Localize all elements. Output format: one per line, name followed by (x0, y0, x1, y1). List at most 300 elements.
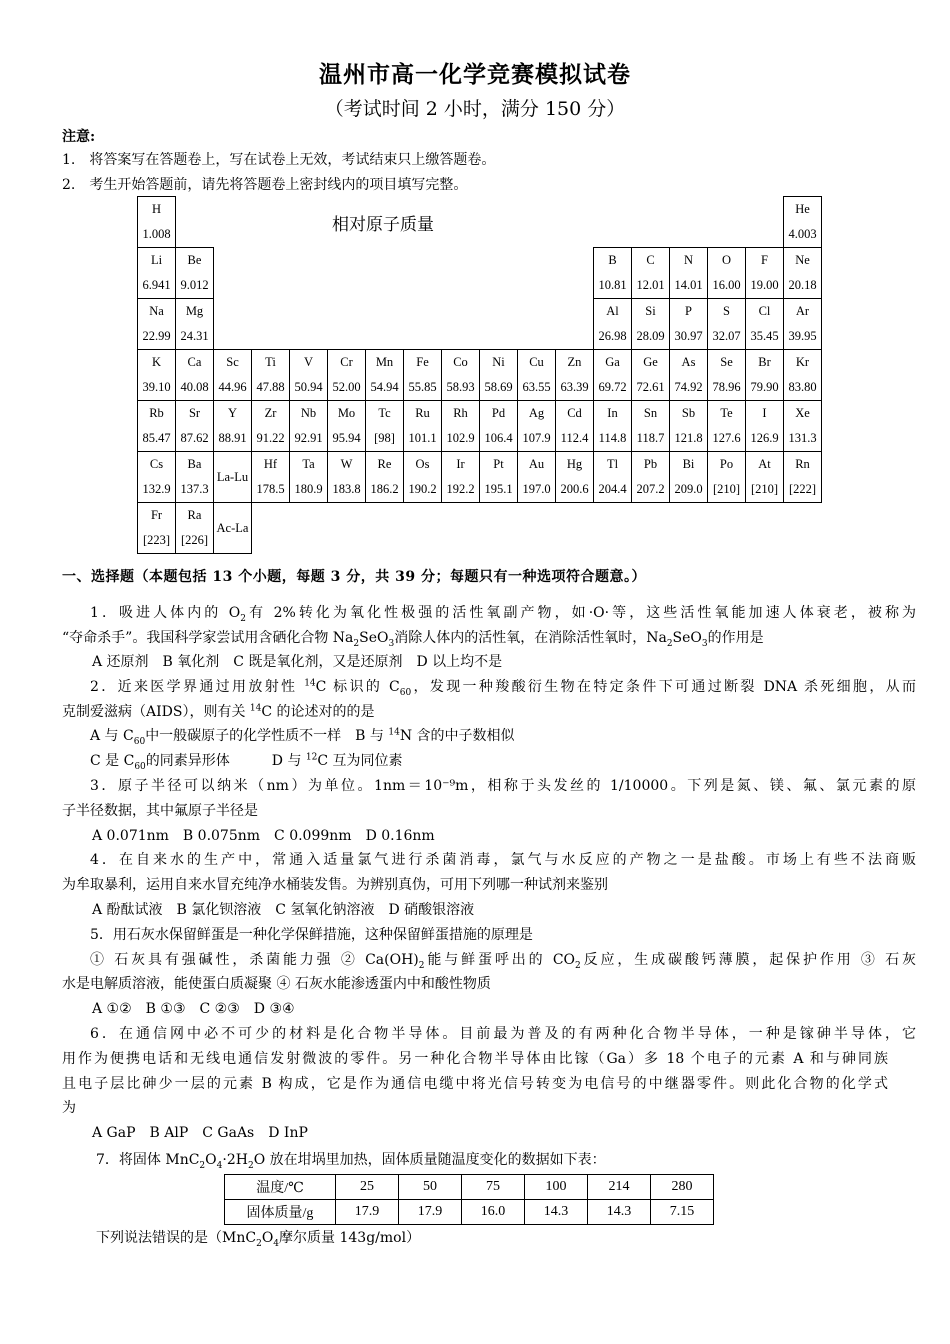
temperature-mass-table (224, 1174, 714, 1225)
element-mass: 28.09 (636, 329, 665, 343)
element-cell (252, 350, 290, 401)
element-mass: 195.1 (484, 482, 513, 496)
empty-cell (594, 503, 632, 554)
element-cell (708, 248, 746, 299)
element-mass: 186.2 (370, 482, 399, 496)
element-cell (138, 452, 176, 503)
element-mass: 50.94 (294, 380, 323, 394)
element-symbol: Ca (187, 355, 202, 369)
element-mass: 137.3 (180, 482, 209, 496)
table-header-cell: 214 (588, 1175, 651, 1200)
element-symbol: Cr (340, 355, 353, 369)
element-cell (784, 452, 822, 503)
element-mass: 78.96 (712, 380, 741, 394)
element-mass: 1.008 (142, 227, 171, 241)
element-cell (290, 350, 328, 401)
empty-cell (518, 503, 556, 554)
element-cell (518, 350, 556, 401)
section-heading: 一、选择题（本题包括 13 个小题，每题 3 分，共 39 分；每题只有一种选项符合题意。） (62, 569, 646, 585)
element-symbol: Mn (375, 355, 394, 369)
empty-cell (518, 299, 556, 350)
element-cell (518, 401, 556, 452)
element-symbol: Au (528, 457, 545, 471)
element-symbol: Ru (415, 406, 430, 420)
empty-cell (518, 248, 556, 299)
table-cell: 7.15 (651, 1200, 714, 1225)
element-symbol: Li (150, 253, 163, 267)
element-cell (138, 401, 176, 452)
element-mass: 9.012 (180, 278, 209, 292)
empty-cell (480, 503, 518, 554)
element-symbol: W (340, 457, 353, 471)
element-mass: 183.8 (332, 482, 361, 496)
element-mass: 35.45 (750, 329, 779, 343)
periodic-table-row (138, 401, 822, 452)
element-symbol: Al (606, 304, 619, 318)
element-cell (594, 452, 632, 503)
empty-cell (442, 197, 480, 248)
element-cell (176, 299, 214, 350)
periodic-table-row (138, 350, 822, 401)
element-cell (214, 401, 252, 452)
element-mass: 85.47 (142, 431, 171, 445)
element-cell (632, 299, 670, 350)
element-symbol: Mg (185, 304, 204, 318)
element-mass: [226] (180, 533, 209, 547)
element-symbol: Y (227, 406, 238, 420)
element-cell (214, 503, 252, 554)
question-2-text: 克制爱滋病（AIDS），则有关 $^{14}$C 的论述对的的是 (62, 703, 375, 720)
empty-cell (480, 299, 518, 350)
element-mass: 101.1 (408, 431, 437, 445)
notice-heading: 注意: (62, 129, 96, 145)
element-symbol: Ba (187, 457, 202, 471)
element-cell (746, 401, 784, 452)
element-cell (214, 452, 252, 503)
element-mass: 6.941 (142, 278, 171, 292)
element-mass: [98] (374, 431, 395, 445)
element-mass: 132.9 (142, 482, 171, 496)
empty-cell (518, 197, 556, 248)
question-6-options: A GaP B AlP C GaAs D InP (92, 1125, 308, 1141)
notice-item: 1. 将答案写在答题卷上，写在试卷上无效，考试结束只上缴答题卷。 (62, 152, 496, 168)
question-1-options: A 还原剂 B 氧化剂 C 既是氧化剂，又是还原剂 D 以上均不是 (92, 654, 503, 670)
element-mass: [210] (750, 482, 779, 496)
empty-cell (746, 503, 784, 554)
table-cell: 17.9 (399, 1200, 462, 1225)
question-3-text: 3．原子半径可以纳米（nm）为单位。1nm＝10⁻⁹m，相称于头发丝的 1/10000。下列是氮、镁、氟、氯元素的原 (90, 778, 916, 794)
element-mass: 32.07 (712, 329, 741, 343)
empty-cell (214, 197, 252, 248)
table-header-cell: 25 (336, 1175, 399, 1200)
table-header-cell: 50 (399, 1175, 462, 1200)
element-symbol: Ac-La (216, 520, 249, 535)
element-symbol: Pt (493, 457, 504, 471)
element-cell (746, 452, 784, 503)
superoxide-symbol: ·O· (588, 605, 610, 621)
element-symbol: In (607, 406, 618, 420)
periodic-table (137, 196, 822, 554)
table-cell: 14.3 (588, 1200, 651, 1225)
element-symbol: Sc (226, 355, 239, 369)
element-symbol: Re (377, 457, 392, 471)
element-symbol: Rh (453, 406, 468, 420)
element-cell (138, 299, 176, 350)
element-cell (670, 401, 708, 452)
element-cell (480, 452, 518, 503)
element-symbol: B (608, 253, 617, 267)
element-mass: 14.01 (674, 278, 703, 292)
table-row (225, 1175, 714, 1200)
table-cell: 固体质量/g (225, 1200, 336, 1225)
element-cell (366, 350, 404, 401)
element-cell (670, 248, 708, 299)
empty-cell (632, 197, 670, 248)
empty-cell (556, 197, 594, 248)
empty-cell (328, 503, 366, 554)
element-mass: 40.08 (180, 380, 209, 394)
element-mass: 180.9 (294, 482, 323, 496)
element-symbol: Se (720, 355, 733, 369)
empty-cell (480, 248, 518, 299)
periodic-table-row (138, 299, 822, 350)
element-mass: 192.2 (446, 482, 475, 496)
element-symbol: Ga (605, 355, 620, 369)
element-symbol: Be (187, 253, 202, 267)
element-mass: 131.3 (788, 431, 817, 445)
element-symbol: Ta (302, 457, 315, 471)
element-mass: 200.6 (560, 482, 589, 496)
empty-cell (404, 299, 442, 350)
element-mass: 83.80 (788, 380, 817, 394)
element-mass: 190.2 (408, 482, 437, 496)
element-cell (784, 401, 822, 452)
element-symbol: Ne (795, 253, 810, 267)
question-6-text: 用作为便携电话和无线电通信发射微波的零件。另一种化合物半导体由比镓（Ga）多 18 个电子的元素 A 和与砷同族 (62, 1051, 888, 1067)
element-symbol: Zn (567, 355, 582, 369)
element-cell (670, 299, 708, 350)
empty-cell (708, 197, 746, 248)
element-symbol: Zr (264, 406, 277, 420)
element-symbol: P (685, 304, 692, 318)
element-cell (784, 299, 822, 350)
question-3-options: A 0.071nm B 0.075nm C 0.099nm D 0.16nm (92, 828, 435, 844)
element-mass: 63.39 (560, 380, 589, 394)
element-mass: 69.72 (598, 380, 627, 394)
element-cell (176, 248, 214, 299)
question-7-prompt: 下列说法错误的是（$MnC_2O_4$摩尔质量 143g/mol） (96, 1230, 421, 1249)
element-symbol: Rb (149, 406, 164, 420)
question-5-text: ① 石灰具有强碱性，杀菌能力强 ② $Ca(OH)_2$能与鲜蛋呼出的 $CO_2$反应，生成碳酸钙薄膜，起保护作用 ③ 石灰 (90, 952, 917, 971)
element-cell (480, 401, 518, 452)
element-mass: 107.9 (522, 431, 551, 445)
element-cell (708, 350, 746, 401)
element-symbol: S (723, 304, 730, 318)
element-symbol: Ra (187, 508, 202, 522)
empty-cell (214, 248, 252, 299)
empty-cell (632, 503, 670, 554)
question-6-text: 且电子层比砷少一层的元素 B 构成，它是作为通信电缆中将光信号转变为电信号的中继器零件。则此化合物的化学式 (62, 1076, 888, 1092)
element-mass: 10.81 (598, 278, 627, 292)
empty-cell (670, 197, 708, 248)
element-symbol: C (646, 253, 655, 267)
element-symbol: Ar (795, 304, 810, 318)
element-symbol: Co (453, 355, 468, 369)
element-symbol: Os (415, 457, 430, 471)
element-symbol: K (151, 355, 162, 369)
element-cell (746, 248, 784, 299)
element-cell (290, 452, 328, 503)
empty-cell (214, 299, 252, 350)
element-cell (252, 452, 290, 503)
empty-cell (708, 503, 746, 554)
element-symbol: I (762, 406, 767, 420)
table-cell: 16.0 (462, 1200, 525, 1225)
element-mass: 16.00 (712, 278, 741, 292)
element-cell (670, 350, 708, 401)
empty-cell (480, 197, 518, 248)
element-mass: 58.93 (446, 380, 475, 394)
question-4-options: A 酚酞试液 B 氯化钡溶液 C 氢氧化钠溶液 D 硝酸银溶液 (92, 902, 475, 918)
element-mass: 197.0 (522, 482, 551, 496)
element-symbol: Cl (758, 304, 771, 318)
element-cell (176, 503, 214, 554)
question-4-text: 4．在自来水的生产中，常通入适量氯气进行杀菌消毒，氯气与水反应的产物之一是盐酸。市场上有些不法商贩 (90, 852, 916, 868)
element-symbol: Kr (795, 355, 810, 369)
element-mass: 12.01 (636, 278, 665, 292)
element-cell (404, 452, 442, 503)
empty-cell (328, 248, 366, 299)
element-symbol: As (681, 355, 696, 369)
periodic-table-row (138, 248, 822, 299)
element-symbol: La-Lu (216, 469, 249, 484)
element-mass: 87.62 (180, 431, 209, 445)
question-5-text: 5．用石灰水保留鲜蛋是一种化学保鲜措施，这种保留鲜蛋措施的原理是 (90, 927, 533, 943)
empty-cell (784, 503, 822, 554)
table-cell: 17.9 (336, 1200, 399, 1225)
element-symbol: Cd (567, 406, 582, 420)
empty-cell (252, 197, 290, 248)
question-2-options: A 与 $C_{60}$中一般碳原子的化学性质不一样 B 与 $^{14}$N 含的中子数相似 (90, 727, 515, 747)
empty-cell (670, 503, 708, 554)
element-cell (404, 401, 442, 452)
element-mass: 91.22 (256, 431, 285, 445)
element-symbol: Sb (681, 406, 696, 420)
table-header-cell: 280 (651, 1175, 714, 1200)
element-cell (594, 248, 632, 299)
element-cell (328, 401, 366, 452)
empty-cell (328, 299, 366, 350)
empty-cell (252, 248, 290, 299)
element-mass: 55.85 (408, 380, 437, 394)
element-mass: 4.003 (788, 227, 817, 241)
empty-cell (442, 503, 480, 554)
empty-cell (556, 248, 594, 299)
element-mass: 207.2 (636, 482, 665, 496)
element-mass: 52.00 (332, 380, 361, 394)
element-cell (556, 401, 594, 452)
element-cell (480, 350, 518, 401)
element-cell (708, 299, 746, 350)
question-7-text: 7．将固体 $MnC_2O_4\cdot 2H_2O$ 放在坩埚里加热，固体质量随温度变化的数据如下表： (96, 1152, 606, 1171)
element-cell (442, 350, 480, 401)
element-cell (632, 452, 670, 503)
element-symbol: Te (720, 406, 733, 420)
table-header-cell: 温度/℃ (225, 1175, 336, 1200)
element-cell (328, 350, 366, 401)
element-mass: 92.91 (294, 431, 323, 445)
empty-cell (746, 197, 784, 248)
element-cell (176, 452, 214, 503)
element-symbol: He (795, 202, 810, 216)
table-cell: 14.3 (525, 1200, 588, 1225)
element-symbol: Xe (795, 406, 810, 420)
periodic-table-row (138, 503, 822, 554)
element-cell (746, 299, 784, 350)
question-6-text: 为 (62, 1100, 76, 1116)
element-mass: 102.9 (446, 431, 475, 445)
element-symbol: Po (719, 457, 734, 471)
element-cell (138, 248, 176, 299)
table-row (225, 1200, 714, 1225)
empty-cell (442, 299, 480, 350)
notice-item: 2. 考生开始答题前，请先将答题卷上密封线内的项目填写完整。 (62, 177, 468, 193)
element-mass: 79.90 (750, 380, 779, 394)
element-symbol: Rn (795, 457, 810, 471)
element-symbol: Ag (528, 406, 545, 420)
empty-cell (404, 248, 442, 299)
element-mass: 72.61 (636, 380, 665, 394)
element-symbol: Cu (529, 355, 544, 369)
element-mass: 209.0 (674, 482, 703, 496)
element-mass: 26.98 (598, 329, 627, 343)
element-cell (594, 401, 632, 452)
element-mass: 127.6 (712, 431, 741, 445)
element-mass: 58.69 (484, 380, 513, 394)
empty-cell (290, 197, 328, 248)
element-cell (442, 452, 480, 503)
element-symbol: Hg (566, 457, 583, 471)
empty-cell (404, 503, 442, 554)
element-mass: [210] (712, 482, 741, 496)
element-mass: 19.00 (750, 278, 779, 292)
element-symbol: Ni (492, 355, 505, 369)
element-mass: 88.91 (218, 431, 247, 445)
empty-cell (252, 299, 290, 350)
empty-cell (556, 503, 594, 554)
element-symbol: At (758, 457, 771, 471)
table-header-cell: 100 (525, 1175, 588, 1200)
question-2-text: 2．近来医学界通过用放射性 $^{14}$C 标识的 $C_{60}$，发现一种羧酸衍生物在特定条件下可通过断裂 DNA 杀死细胞，从而 (90, 678, 917, 698)
question-2-options: C 是 $C_{60}$的同素异形体 D 与 $^{12}$C 互为同位素 (90, 752, 403, 772)
empty-cell (290, 299, 328, 350)
empty-cell (366, 248, 404, 299)
element-cell (556, 452, 594, 503)
element-cell (138, 503, 176, 554)
element-mass: 112.4 (560, 431, 589, 445)
element-mass: 126.9 (750, 431, 779, 445)
element-cell (746, 350, 784, 401)
element-symbol: V (303, 355, 314, 369)
element-cell (632, 401, 670, 452)
element-cell (556, 350, 594, 401)
element-mass: 44.96 (218, 380, 247, 394)
question-1-text: “夺命杀手”。我国科学家尝试用含硒化合物 $Na_2SeO_3$消除人体内的活性氧，在消除活性氧时，$Na_2SeO_3$的作用是 (62, 630, 764, 649)
empty-cell (366, 503, 404, 554)
periodic-table-row (138, 452, 822, 503)
element-mass: 121.8 (674, 431, 703, 445)
element-symbol: Cs (149, 457, 164, 471)
table-header-cell: 75 (462, 1175, 525, 1200)
question-1-text: 1．吸进人体内的 $O_2$有 2%转化为氧化性极强的活性氧副产物，如·O·等，这些活性氧能加速人体衰老，被称为 (90, 605, 916, 624)
empty-cell (252, 503, 290, 554)
empty-cell (556, 299, 594, 350)
element-cell (290, 401, 328, 452)
element-cell (214, 350, 252, 401)
element-symbol: Si (645, 304, 656, 318)
element-mass: 22.99 (142, 329, 171, 343)
element-mass: 54.94 (370, 380, 399, 394)
element-symbol: N (683, 253, 694, 267)
element-symbol: Fr (150, 508, 163, 522)
element-cell (442, 401, 480, 452)
element-symbol: Pd (491, 406, 506, 420)
element-symbol: Pb (643, 457, 658, 471)
empty-cell (594, 197, 632, 248)
element-cell (176, 350, 214, 401)
element-mass: 47.88 (256, 380, 285, 394)
element-cell (594, 350, 632, 401)
element-cell (518, 452, 556, 503)
element-cell (366, 401, 404, 452)
question-3-text: 子半径数据，其中氟原子半径是 (62, 803, 258, 819)
element-mass: 39.95 (788, 329, 817, 343)
element-symbol: Nb (300, 406, 317, 420)
element-cell (784, 248, 822, 299)
empty-cell (366, 299, 404, 350)
element-symbol: Hf (263, 457, 278, 471)
element-cell (670, 452, 708, 503)
empty-cell (290, 503, 328, 554)
question-5-options: A ①② B ①③ C ②③ D ③④ (92, 1001, 295, 1017)
element-cell (404, 350, 442, 401)
element-mass: 63.55 (522, 380, 551, 394)
periodic-table-title: 相对原子质量 (332, 215, 434, 235)
element-mass: 106.4 (484, 431, 513, 445)
question-5-text: 水是电解质溶液，能使蛋白质凝聚 ④ 石灰水能渗透蛋内中和酸性物质 (62, 976, 491, 992)
exam-subtitle: （考试时间 2 小时，满分 150 分） (324, 98, 626, 120)
element-symbol: Br (758, 355, 771, 369)
element-cell (708, 452, 746, 503)
element-cell (784, 350, 822, 401)
element-symbol: H (151, 202, 162, 216)
element-symbol: O (721, 253, 732, 267)
element-mass: 39.10 (142, 380, 171, 394)
element-symbol: Fe (416, 355, 429, 369)
element-cell (176, 401, 214, 452)
element-symbol: Na (149, 304, 164, 318)
element-cell (138, 197, 176, 248)
element-cell (594, 299, 632, 350)
element-mass: [222] (788, 482, 817, 496)
element-cell (366, 452, 404, 503)
element-mass: 95.94 (332, 431, 361, 445)
element-cell (632, 248, 670, 299)
empty-cell (176, 197, 214, 248)
element-symbol: Tc (378, 406, 391, 420)
element-symbol: F (761, 253, 768, 267)
element-mass: 74.92 (674, 380, 703, 394)
